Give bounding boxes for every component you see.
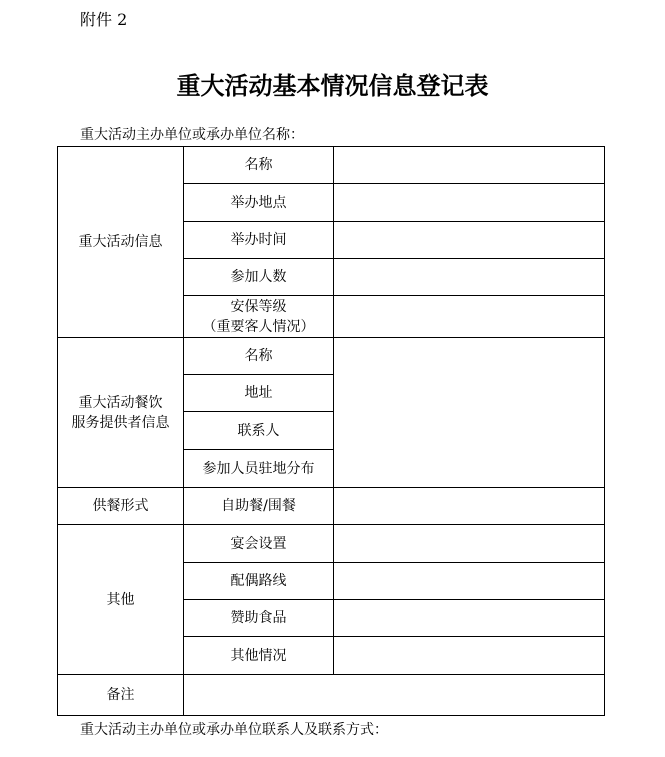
section-label-remarks: 备注 [58,675,184,716]
field-value-meal-form-detail[interactable] [334,488,605,525]
field-value-spouse-route[interactable] [334,563,605,600]
organizer-name-label: 重大活动主办单位或承办单位名称： [80,127,304,143]
field-label-venue: 举办地点 [184,184,334,222]
field-value-time[interactable] [334,222,605,259]
field-label-banquet-setup: 宴会设置 [184,525,334,563]
section-label-catering-provider [58,338,184,488]
field-value-venue[interactable] [334,184,605,222]
field-value-remarks[interactable] [184,675,605,716]
field-label-sponsored-food: 赞助食品 [184,600,334,637]
field-label-provider-contact: 联系人 [184,412,334,450]
field-value-security-level[interactable] [334,296,605,338]
organizer-contact-label: 重大活动主办单位或承办单位联系人及联系方式： [80,722,388,738]
field-label-attendee-residence: 参加人员驻地分布 [184,450,334,488]
field-label-other-info: 其他情况 [184,637,334,675]
field-value-attendees[interactable] [334,259,605,296]
field-label-activity-name: 名称 [184,147,334,184]
field-label-attendees: 参加人数 [184,259,334,296]
field-value-meal-form: 自助餐/围餐 [184,488,334,525]
attachment-number: 附件 2 [80,10,128,29]
section-label-meal-form: 供餐形式 [58,488,184,525]
field-label-spouse-route: 配偶路线 [184,563,334,600]
field-label-provider-address: 地址 [184,375,334,412]
field-value-sponsored-food[interactable] [334,600,605,637]
catering-label-line2: 服务提供者信息 [71,414,170,431]
vip-note-text: （重要客人情况） [202,318,315,335]
field-value-activity-name[interactable] [334,147,605,184]
security-level-text: 安保等级 [230,298,287,315]
section-label-other: 其他 [58,525,184,675]
field-label-security-level [184,296,334,338]
field-label-time: 举办时间 [184,222,334,259]
field-value-banquet-setup[interactable] [334,525,605,563]
field-value-catering-provider[interactable] [334,338,605,488]
section-label-activity-info: 重大活动信息 [58,147,184,338]
registration-table [57,146,605,716]
catering-label-line1: 重大活动餐饮 [78,394,163,411]
field-label-provider-name: 名称 [184,338,334,375]
page-title: 重大活动基本情况信息登记表 [176,71,489,100]
field-value-other-info[interactable] [334,637,605,675]
